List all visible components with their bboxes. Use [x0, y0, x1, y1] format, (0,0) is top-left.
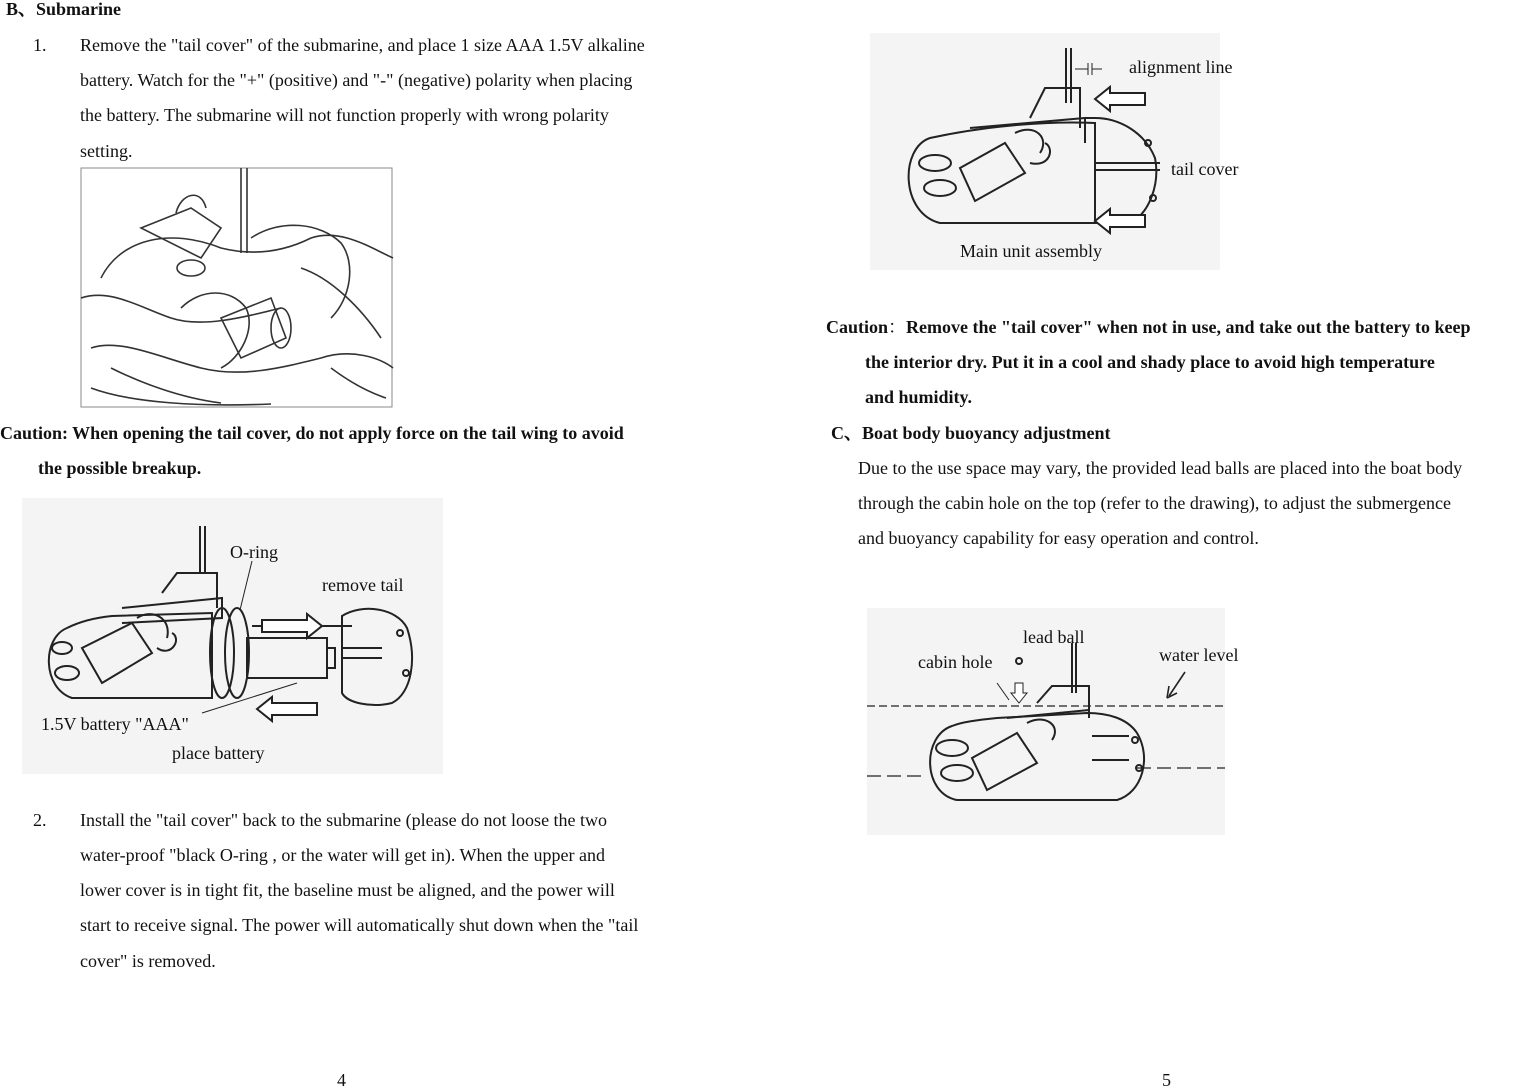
step2-line: lower cover is in tight fit, the baseline must be aligned, and the power will	[80, 880, 615, 900]
caution-line	[826, 316, 1470, 338]
step1-number: 1.	[33, 35, 47, 55]
remove-tail-label: remove tail	[322, 575, 404, 595]
tail-cover-label: tail cover	[1171, 159, 1239, 179]
step1-line: setting.	[80, 141, 133, 161]
section-c-line: and buoyancy capability for easy operation and control.	[858, 528, 1259, 548]
main-unit-label: Main unit assembly	[960, 241, 1102, 261]
section-c-line: through the cabin hole on the top (refer to the drawing), to adjust the submergence	[858, 493, 1451, 513]
step1-line: Remove the "tail cover" of the submarine, and place 1 size AAA 1.5V alkaline	[80, 35, 645, 55]
water-level-label: water level	[1159, 645, 1239, 665]
step2-line: start to receive signal. The power will automatically shut down when the "tail	[80, 915, 639, 935]
lead-ball-label: lead ball	[1023, 627, 1085, 647]
step1-line: the battery. The submarine will not function properly with wrong polarity	[80, 105, 609, 125]
place-battery-label: place battery	[172, 743, 265, 763]
caution-line: the possible breakup.	[38, 458, 202, 478]
section-c-title: C、Boat body buoyancy adjustment	[831, 423, 1111, 443]
battery-label: 1.5V battery "AAA"	[41, 714, 189, 734]
caution-line: Caution: When opening the tail cover, do not apply force on the tail wing to avoid	[0, 423, 624, 443]
caution-line: the interior dry. Put it in a cool and shady place to avoid high temperature	[865, 352, 1435, 372]
step2-line: Install the "tail cover" back to the submarine (please do not loose the two	[80, 810, 608, 830]
section-b-title: B、Submarine	[6, 0, 122, 19]
caution-line: and humidity.	[865, 387, 973, 407]
step2-line: cover" is removed.	[80, 951, 216, 971]
section-c-line: Due to the use space may vary, the provided lead balls are placed into the boat body	[858, 458, 1463, 478]
battery-install-figure	[22, 498, 443, 774]
alignment-line-label: alignment line	[1129, 57, 1233, 77]
page-number: 5	[1162, 1070, 1171, 1090]
caution-separator: ：	[888, 317, 907, 337]
buoyancy-figure	[867, 608, 1239, 835]
cabin-hole-label: cabin hole	[918, 652, 993, 672]
caution-text: Remove the "tail cover" when not in use, and take out the battery to keep	[906, 317, 1471, 337]
oring-label: O-ring	[230, 542, 278, 562]
step1-line: battery. Watch for the "+" (positive) and "-" (negative) polarity when placing	[80, 70, 633, 90]
page-number: 4	[337, 1070, 346, 1090]
main-unit-figure	[870, 33, 1239, 270]
step2-line: water-proof "black O-ring , or the water will get in). When the upper and	[80, 845, 605, 865]
caution-prefix: Caution	[826, 317, 889, 337]
step2-number: 2.	[33, 810, 47, 830]
hands-opening-figure	[81, 168, 393, 408]
